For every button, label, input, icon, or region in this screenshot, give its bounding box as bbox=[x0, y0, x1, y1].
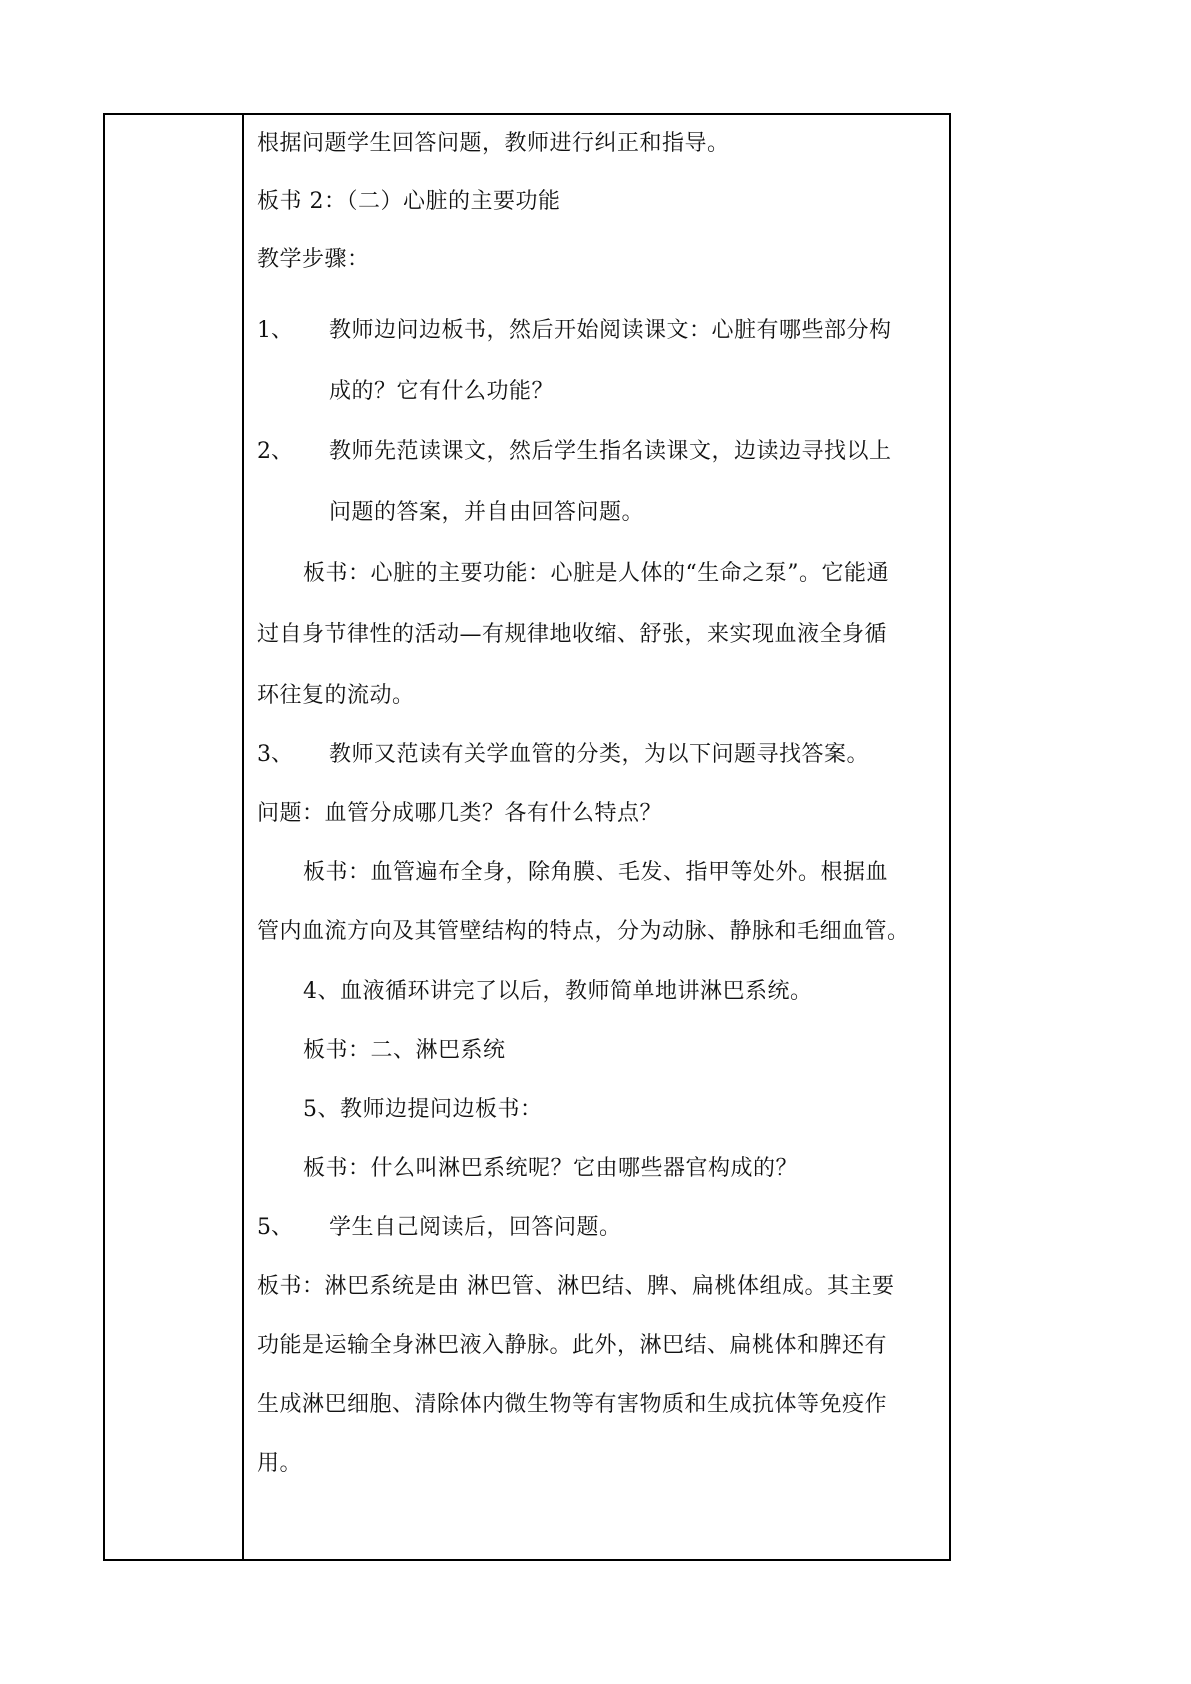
text-line: 成的？它有什么功能？ bbox=[329, 379, 555, 404]
text-line: 问题的答案，并自由回答问题。 bbox=[329, 500, 645, 525]
step-number: 1、 bbox=[257, 318, 293, 343]
text-line: 板书：二、淋巴系统 bbox=[303, 1038, 506, 1063]
lesson-table bbox=[103, 113, 951, 1561]
text-line: 管内血流方向及其管壁结构的特点，分为动脉、静脉和毛细血管。 bbox=[257, 919, 910, 944]
step-number: 3、 bbox=[257, 742, 293, 767]
text-line: 板书 2：（二）心脏的主要功能 bbox=[257, 189, 561, 214]
text-line: 板书：什么叫淋巴系统呢？它由哪些器官构成的？ bbox=[303, 1156, 799, 1181]
text-line: 4、血液循环讲完了以后，教师简单地讲淋巴系统。 bbox=[303, 979, 813, 1004]
text-line: 板书：心脏的主要功能：心脏是人体的“生命之泵”。它能通 bbox=[303, 561, 889, 586]
text-line: 环往复的流动。 bbox=[257, 683, 415, 708]
text-line: 教师先范读课文，然后学生指名读课文，边读边寻找以上 bbox=[329, 439, 892, 464]
text-line: 过自身节律性的活动—有规律地收缩、舒张，来实现血液全身循 bbox=[257, 622, 888, 647]
step-number: 2、 bbox=[257, 439, 293, 464]
text-line: 教学步骤： bbox=[257, 247, 370, 272]
text-line: 问题：血管分成哪几类？各有什么特点？ bbox=[257, 801, 663, 826]
text-line: 功能是运输全身淋巴液入静脉。此外，淋巴结、扁桃体和脾还有 bbox=[257, 1333, 888, 1358]
left-column bbox=[105, 115, 244, 1559]
step-number: 5、 bbox=[257, 1215, 293, 1240]
text-line: 板书：血管遍布全身，除角膜、毛发、指甲等处外。根据血 bbox=[303, 860, 889, 885]
text-line: 根据问题学生回答问题，教师进行纠正和指导。 bbox=[257, 131, 730, 156]
text-line: 生成淋巴细胞、清除体内微生物等有害物质和生成抗体等免疫作 bbox=[257, 1392, 888, 1417]
text-line: 板书：淋巴系统是由 淋巴管、淋巴结、脾、扁桃体组成。其主要 bbox=[257, 1274, 895, 1299]
text-line: 教师边问边板书，然后开始阅读课文：心脏有哪些部分构 bbox=[329, 318, 892, 343]
text-line: 学生自己阅读后，回答问题。 bbox=[329, 1215, 622, 1240]
text-line: 用。 bbox=[257, 1451, 303, 1476]
text-line: 教师又范读有关学血管的分类，为以下问题寻找答案。 bbox=[329, 742, 870, 767]
text-line: 5、教师边提问边板书： bbox=[303, 1097, 543, 1122]
